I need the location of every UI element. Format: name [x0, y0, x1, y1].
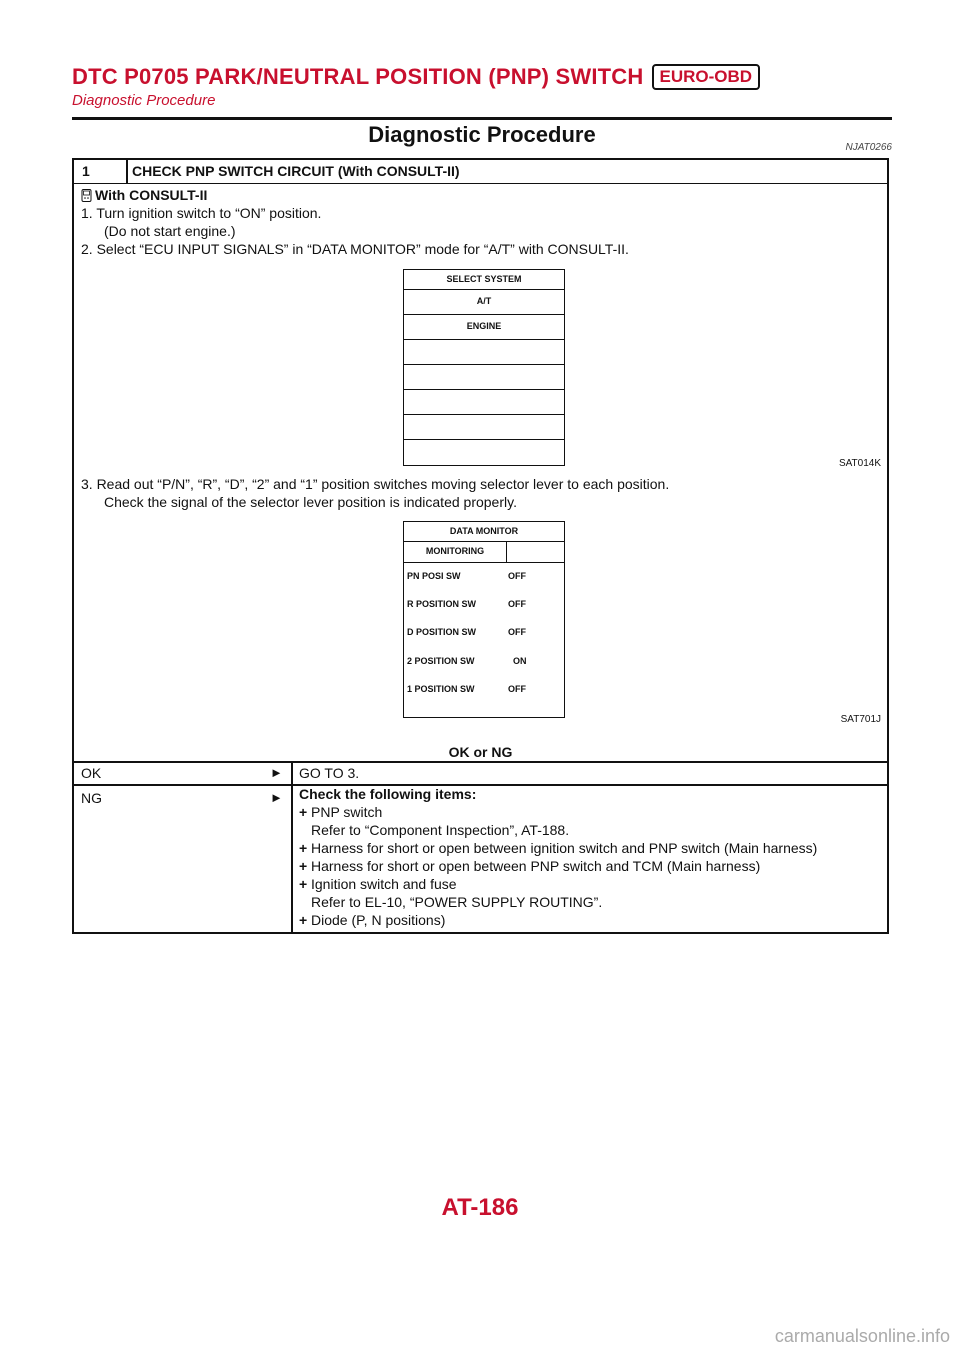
monitor-item-value: OFF: [508, 684, 526, 694]
consult-mode-line: [81, 187, 207, 203]
ng-item-text: Harness for short or open between PNP switch and TCM (Main harness): [311, 858, 761, 874]
section-title: Diagnostic Procedure: [368, 122, 596, 147]
ng-item-sub: Refer to EL-10, “POWER SUPPLY ROUTING”.: [311, 894, 603, 910]
screen-row: [404, 390, 564, 415]
ok-or-ng-question: OK or NG: [448, 744, 513, 760]
step-divider: [126, 160, 128, 183]
monitor-divider: [404, 562, 564, 563]
ng-check-list: [299, 785, 817, 929]
ng-label: NG: [81, 790, 102, 806]
ok-label: OK: [81, 765, 102, 781]
ng-check-item: [299, 857, 817, 875]
ng-check-heading: Check the following items:: [299, 786, 477, 802]
header-badge: EURO-OBD: [652, 64, 761, 90]
screen-row: [404, 365, 564, 390]
bullet: +: [299, 858, 308, 874]
step-header-row: [74, 160, 887, 184]
watermark: carmanualsonline.info: [774, 1326, 950, 1346]
header-subtitle: Diagnostic Procedure: [72, 92, 216, 109]
data-monitor-screen: [403, 521, 565, 718]
screen-row: SELECT SYSTEM: [404, 270, 564, 290]
monitor-divider: [506, 541, 507, 562]
monitor-item-name: PN POSI SW: [407, 571, 461, 581]
ng-check-item: [299, 839, 817, 857]
page-header: [72, 64, 892, 109]
step-title: CHECK PNP SWITCH CIRCUIT (With CONSULT-II): [132, 163, 460, 179]
ng-item-sub: Refer to “Component Inspection”, AT-188.: [311, 822, 570, 838]
instruction-line: 3. Read out “P/N”, “R”, “D”, “2” and “1” position switches moving selector lever to each position.: [81, 476, 670, 492]
ok-arrow-icon: ►: [270, 765, 283, 780]
monitor-item-value: OFF: [508, 599, 526, 609]
instruction-line: 1. Turn ignition switch to “ON” position.: [81, 205, 322, 221]
monitor-title: DATA MONITOR: [449, 526, 519, 536]
header-title: DTC P0705 PARK/NEUTRAL POSITION (PNP) SWITCH: [72, 64, 644, 89]
consult-mode-label: With CONSULT-II: [95, 187, 208, 203]
monitor-item-value: OFF: [508, 571, 526, 581]
instruction-line: 2. Select “ECU INPUT SIGNALS” in “DATA MONITOR” mode for “A/T” with CONSULT-II.: [81, 241, 629, 257]
section-ref: NJAT0266: [845, 142, 892, 153]
ng-check-item: [299, 875, 817, 893]
instruction-line: Check the signal of the selector lever position is indicated properly.: [104, 494, 517, 510]
header-rule: [72, 117, 892, 120]
monitor-item-name: R POSITION SW: [407, 599, 477, 609]
procedure-box: [72, 158, 889, 934]
screen-row: A/T: [404, 290, 564, 315]
ng-item-text: Ignition switch and fuse: [311, 876, 457, 892]
select-system-screen: [403, 269, 565, 466]
bullet: +: [299, 840, 308, 856]
screen-row: [404, 440, 564, 464]
ok-action: GO TO 3.: [299, 765, 360, 781]
monitor-divider: [404, 541, 564, 542]
ng-item-text: Harness for short or open between ignition switch and PNP switch (Main harness): [311, 840, 818, 856]
bullet: +: [299, 804, 308, 820]
figure-ref: SAT014K: [838, 458, 881, 469]
step-number: 1: [82, 163, 90, 179]
consult-tool-icon: [81, 189, 92, 202]
figure-ref: SAT701J: [840, 714, 881, 725]
monitor-item-name: 2 POSITION SW: [407, 656, 475, 666]
ng-item-text: PNP switch: [311, 804, 383, 820]
ng-check-item: [299, 911, 817, 929]
instruction-line: (Do not start engine.): [104, 223, 236, 239]
ng-check-item: [299, 803, 817, 821]
page-number: AT-186: [441, 1194, 519, 1221]
screen-row: ENGINE: [404, 315, 564, 340]
monitor-item-value: ON: [513, 656, 527, 666]
screen-row: [404, 340, 564, 365]
ng-arrow-icon: ►: [270, 790, 283, 805]
screen-row: [404, 415, 564, 440]
monitor-item-name: D POSITION SW: [407, 627, 477, 637]
bullet: +: [299, 912, 308, 928]
monitor-subtitle: MONITORING: [425, 546, 485, 556]
monitor-item-value: OFF: [508, 627, 526, 637]
result-rule: [74, 761, 887, 763]
ng-item-text: Diode (P, N positions): [311, 912, 446, 928]
bullet: +: [299, 876, 308, 892]
monitor-item-name: 1 POSITION SW: [407, 684, 475, 694]
result-divider: [291, 761, 293, 932]
